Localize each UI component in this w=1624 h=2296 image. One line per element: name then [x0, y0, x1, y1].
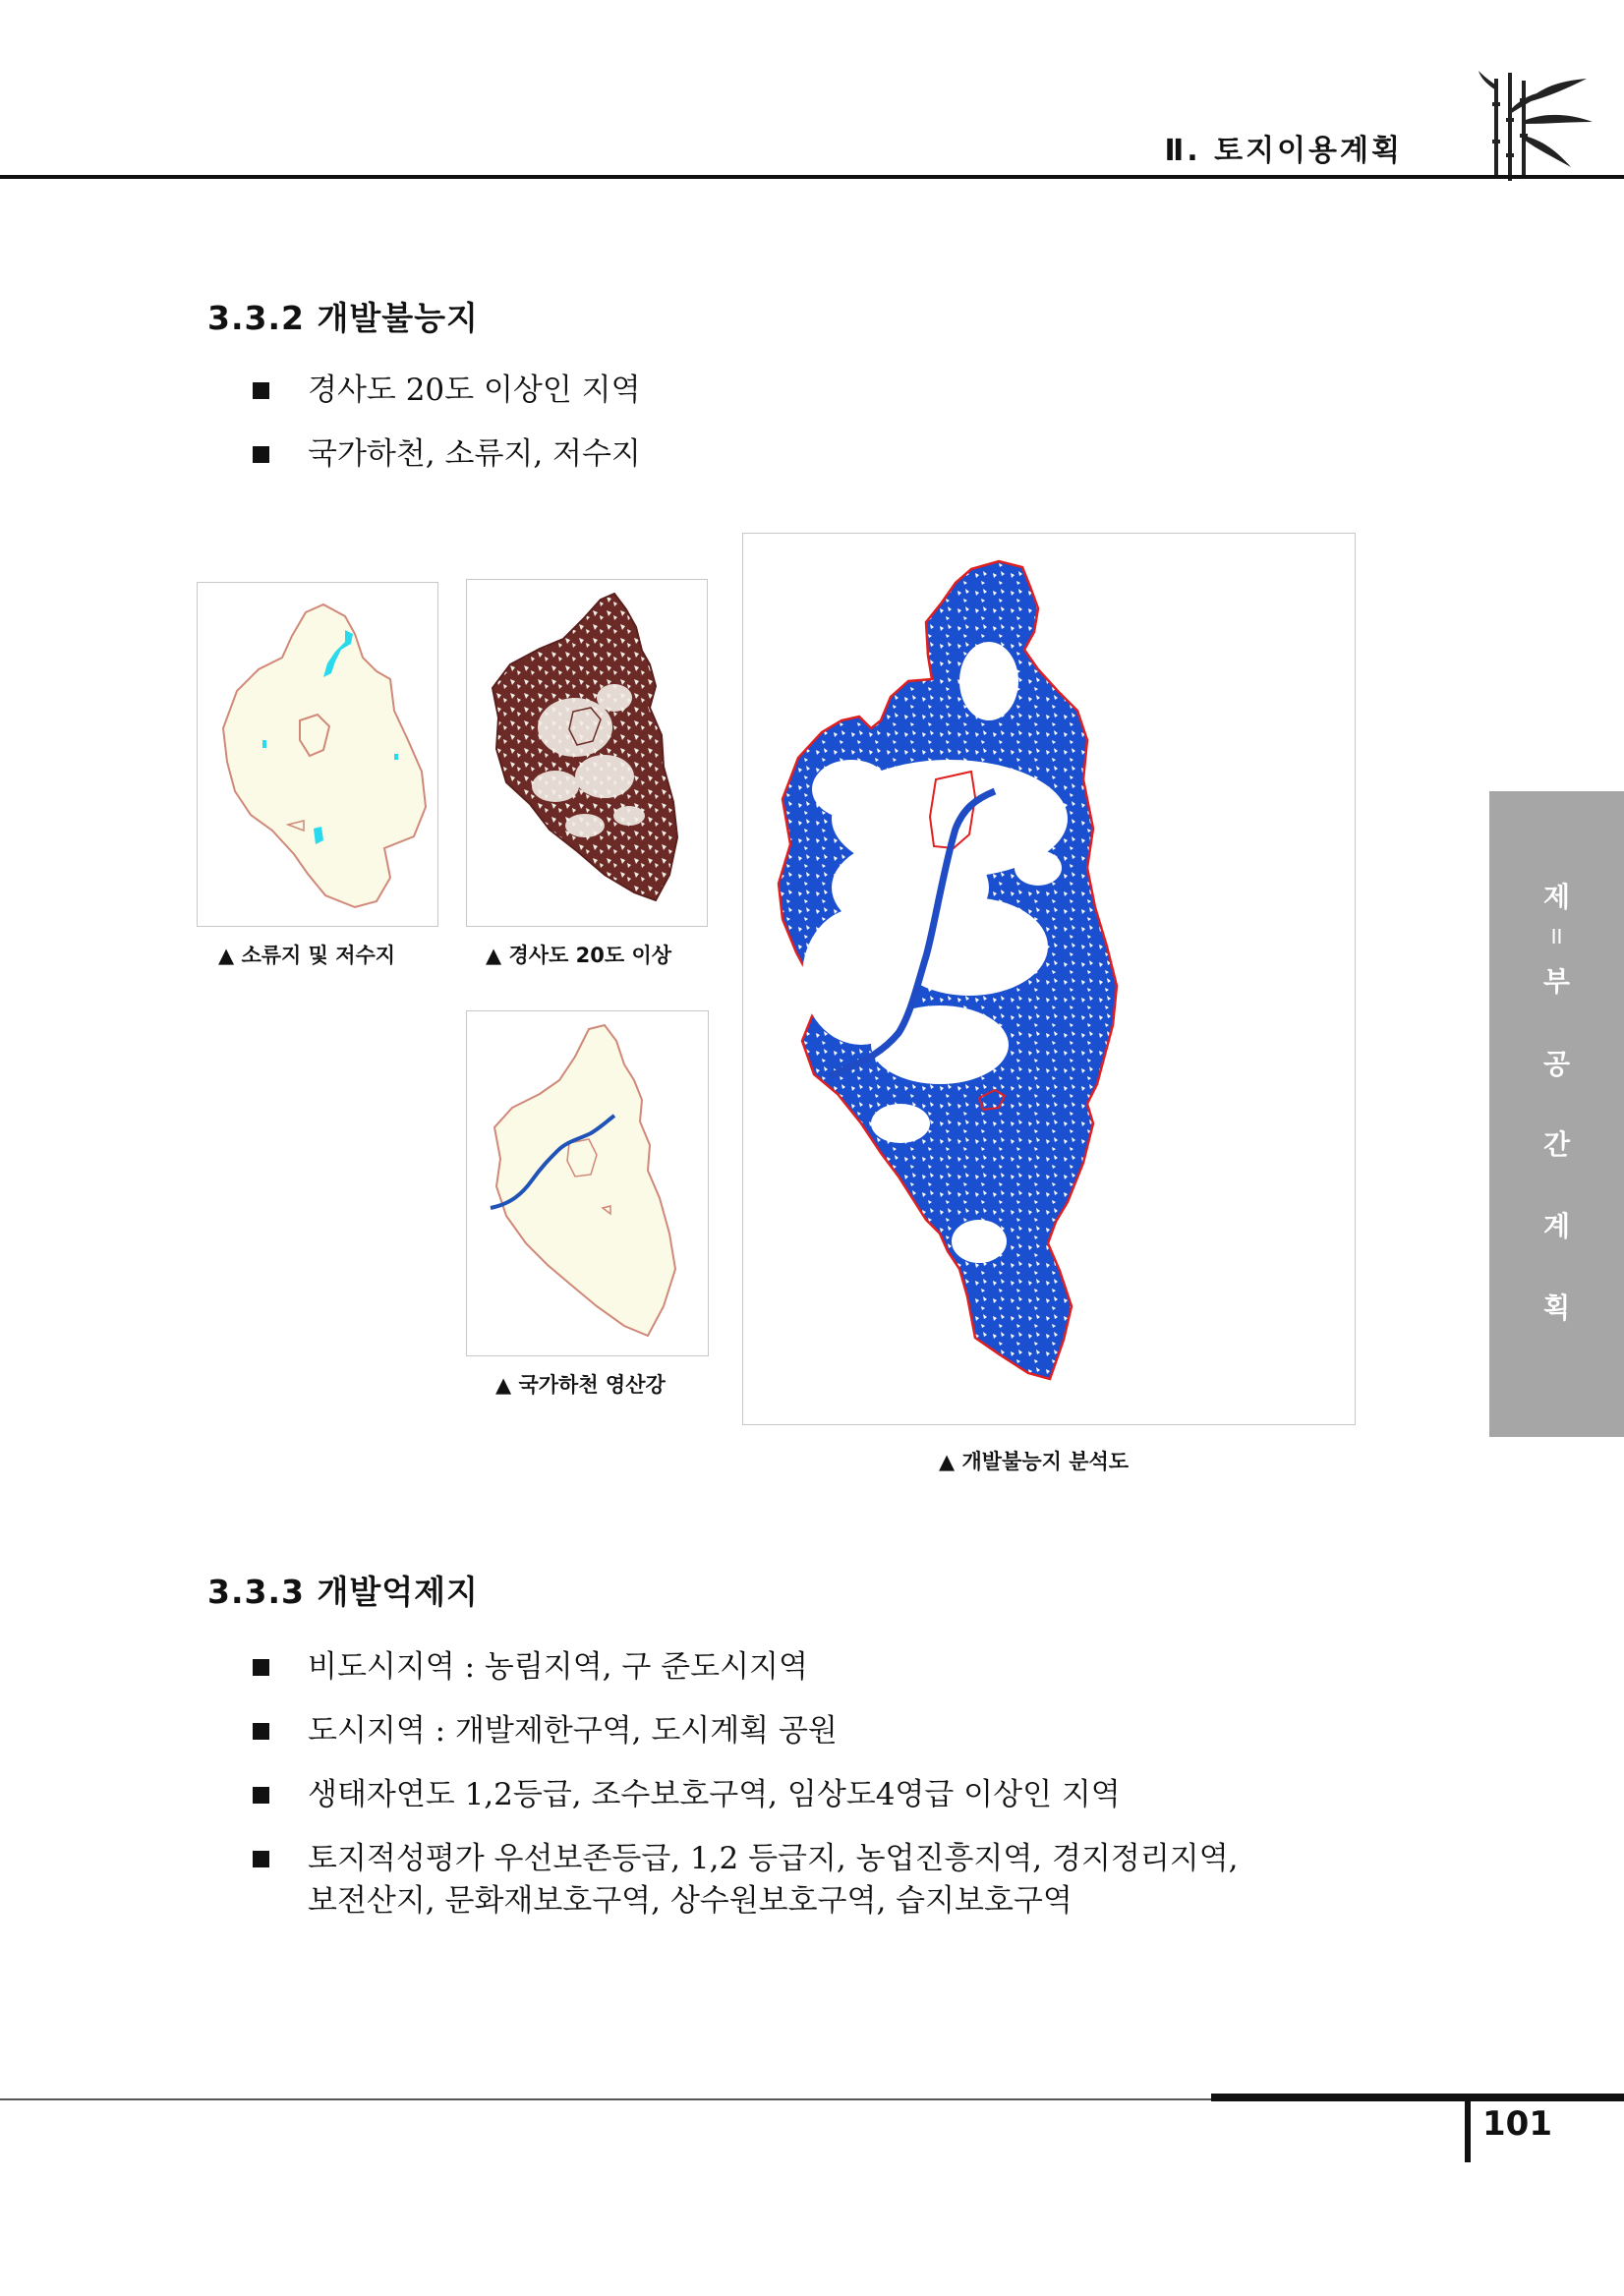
chapter-title: Ⅱ. 토지이용계획: [1164, 134, 1403, 168]
side-tab-char: 제: [1542, 881, 1571, 913]
river-map: [467, 1011, 708, 1355]
side-tab-char: II: [1550, 925, 1563, 948]
river-map-figure: [466, 1010, 709, 1356]
square-bullet-icon: [253, 1723, 269, 1740]
slope-map-figure: [466, 579, 708, 927]
square-bullet-icon: [253, 446, 269, 463]
side-tab-char: 획: [1542, 1292, 1571, 1324]
square-bullet-icon: [253, 1851, 269, 1867]
river-map-caption: ▲ 국가하천 영산강: [495, 1373, 666, 1397]
undevelopable-analysis-map: [743, 534, 1355, 1424]
side-tab-char: 계: [1542, 1210, 1571, 1242]
list-item: 국가하천, 소류지, 저수지: [253, 430, 641, 479]
list-item: 도시지역 : 개발제한구역, 도시계획 공원: [253, 1707, 1239, 1755]
reservoir-map: [198, 583, 437, 926]
slope-map-caption: ▲ 경사도 20도 이상: [486, 944, 672, 967]
section-title-undevelopable: 3.3.2 개발불능지: [207, 299, 479, 337]
header-rule: [0, 175, 1624, 179]
reservoir-map-figure: [197, 582, 438, 927]
square-bullet-icon: [253, 1787, 269, 1804]
restriction-criteria-list: [253, 1643, 1239, 1941]
analysis-map-caption: ▲ 개발불능지 분석도: [939, 1450, 1130, 1473]
footer-rule: [0, 2098, 1214, 2100]
footer-thick-rule: [1211, 2094, 1624, 2101]
part-side-tab: [1489, 791, 1624, 1437]
slope-map: [467, 580, 707, 926]
reservoir-map-caption: ▲ 소류지 및 저수지: [218, 944, 396, 967]
undevelopable-criteria-list: [253, 367, 641, 494]
list-item: 생태자연도 1,2등급, 조수보호구역, 임상도4영급 이상인 지역: [253, 1771, 1239, 1819]
list-item-continuation: 보전산지, 문화재보호구역, 상수원보호구역, 습지보호구역: [308, 1883, 1073, 1919]
list-item: 경사도 20도 이상인 지역: [253, 367, 641, 415]
side-tab-char: 간: [1542, 1128, 1571, 1161]
side-tab-char: 부: [1542, 965, 1571, 998]
page-number: 101: [1482, 2104, 1552, 2144]
list-item: 비도시지역 : 농림지역, 구 준도시지역: [253, 1643, 1239, 1692]
list-item: 토지적성평가 우선보존등급, 1,2 등급지, 농업진흥지역, 경지정리지역,: [253, 1835, 1239, 1883]
square-bullet-icon: [253, 1659, 269, 1676]
section-title-development-restriction: 3.3.3 개발억제지: [207, 1573, 479, 1611]
undevelopable-analysis-figure: [742, 533, 1356, 1425]
square-bullet-icon: [253, 382, 269, 399]
bamboo-icon: [1477, 71, 1595, 184]
side-tab-char: 공: [1542, 1048, 1571, 1080]
page-number-marker: [1465, 2101, 1471, 2162]
